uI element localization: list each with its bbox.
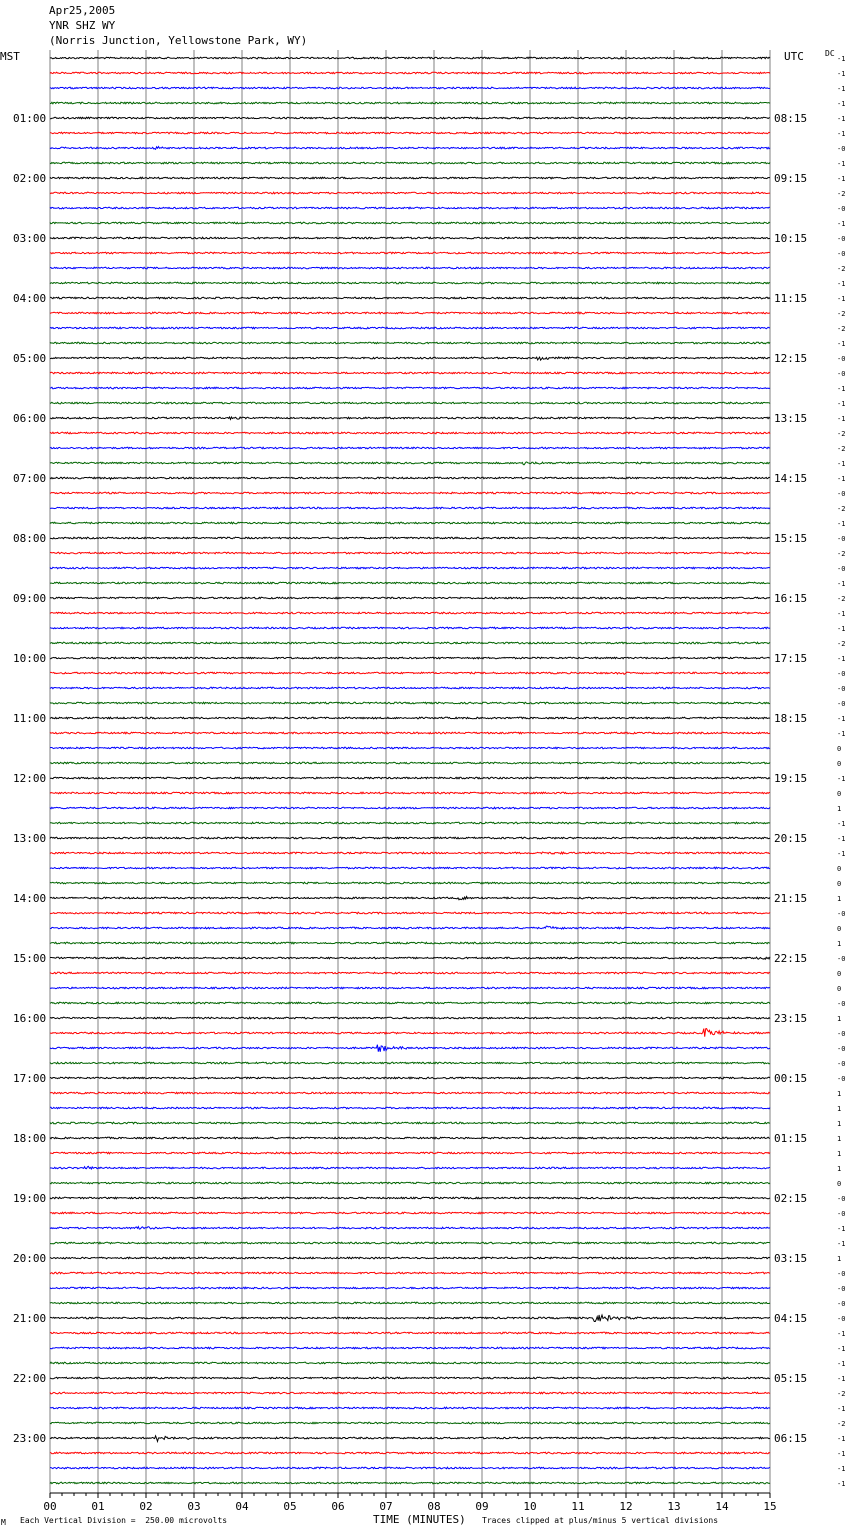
x-tick-label: 08 [427,1500,441,1513]
seismic-trace [50,1166,770,1169]
mst-hour-label: 11:00 [13,712,47,725]
seismic-trace [50,1242,770,1244]
dc-offset-label: 1 [837,940,842,948]
seismic-trace [50,792,770,794]
mst-hour-label: 21:00 [13,1312,47,1325]
seismic-trace [50,1197,770,1199]
dc-offset-label: 0 [837,745,842,753]
utc-axis-label: UTC [784,50,804,63]
seismic-trace [50,717,770,719]
dc-offset-label: -0 [837,1210,846,1218]
seismic-trace [50,897,770,900]
seismic-trace [50,267,770,269]
x-tick-label: 04 [235,1500,249,1513]
utc-hour-label: 10:15 [774,232,808,245]
seismic-trace [50,867,770,869]
mst-hour-label: 04:00 [13,292,47,305]
seismic-trace [50,567,770,569]
dc-offset-label: -1 [837,115,846,123]
seismic-trace [50,1029,770,1037]
seismic-trace [50,1315,770,1322]
dc-offset-label: -2 [837,265,846,273]
seismic-trace [50,1077,770,1079]
mst-hour-label: 13:00 [13,832,47,845]
dc-offset-label: -2 [837,505,846,513]
seismic-trace [50,1212,770,1214]
seismic-trace [50,1407,770,1409]
dc-offset-label: -2 [837,430,846,438]
seismic-trace [50,282,770,284]
utc-hour-label: 00:15 [774,1072,808,1085]
dc-offset-label: -0 [837,535,846,543]
dc-offset-label: -0 [837,1030,846,1038]
seismic-trace [50,1362,770,1364]
seismic-trace [50,372,770,374]
dc-offset-label: -0 [837,355,846,363]
location-label: (Norris Junction, Yellowstone Park, WY) [49,34,308,47]
seismic-trace [50,342,770,344]
dc-offset-label: 0 [837,970,842,978]
seismic-trace [50,207,770,209]
seismic-trace [50,507,770,509]
dc-offset-label: -0 [837,1000,846,1008]
x-tick-label: 10 [523,1500,537,1513]
seismic-trace [50,1092,770,1094]
seismic-trace [50,1332,770,1334]
dc-offset-label: 0 [837,985,842,993]
mst-hour-label: 09:00 [13,592,47,605]
dc-offset-label: -1 [837,460,846,468]
utc-hour-label: 04:15 [774,1312,808,1325]
seismic-trace [50,1062,770,1064]
dc-offset-label: -0 [837,1075,846,1083]
mst-hour-label: 07:00 [13,472,47,485]
seismic-trace [50,102,770,104]
seismic-trace [50,462,770,465]
x-tick-label: 09 [475,1500,489,1513]
mst-hour-label: 23:00 [13,1432,47,1445]
dc-offset-label: -0 [837,910,846,918]
scale-note: Each Vertical Division = 250.00 microvolts [20,1516,228,1525]
utc-hour-label: 06:15 [774,1432,808,1445]
seismic-trace [50,1227,770,1230]
seismic-trace [50,117,770,119]
utc-hour-label: 14:15 [774,472,808,485]
mst-hour-label: 14:00 [13,892,47,905]
dc-offset-label: 0 [837,1180,842,1188]
seismic-trace [50,972,770,974]
dc-label: DC [825,49,835,58]
dc-offset-label: -0 [837,565,846,573]
x-tick-label: 14 [715,1500,729,1513]
mst-axis-label: MST [0,50,20,63]
seismic-trace [50,912,770,914]
seismic-trace [50,942,770,944]
dc-offset-label: -0 [837,1315,846,1323]
dc-offset-label: -1 [837,280,846,288]
dc-offset-label: -1 [837,835,846,843]
seismic-trace [50,1045,770,1052]
mst-hour-label: 15:00 [13,952,47,965]
seismic-trace [50,957,770,960]
seismic-trace [50,642,770,644]
dc-offset-label: -1 [837,1330,846,1338]
seismic-trace [50,1347,770,1349]
utc-hour-label: 11:15 [774,292,808,305]
dc-offset-label: -2 [837,640,846,648]
dc-offset-label: -0 [837,1285,846,1293]
seismic-trace [50,522,770,524]
seismic-trace [50,357,770,360]
x-tick-label: 07 [379,1500,393,1513]
mst-hour-label: 03:00 [13,232,47,245]
seismic-trace [50,417,770,419]
mst-hour-label: 22:00 [13,1372,47,1385]
utc-hour-label: 19:15 [774,772,808,785]
seismic-trace [50,252,770,254]
dc-offset-label: -0 [837,370,846,378]
utc-hour-label: 18:15 [774,712,808,725]
mst-hour-label: 20:00 [13,1252,47,1265]
seismic-trace [50,477,770,479]
utc-hour-label: 08:15 [774,112,808,125]
seismic-trace [50,1452,770,1454]
dc-offset-label: 0 [837,790,842,798]
dc-offset-label: -1 [837,610,846,618]
seismic-trace [50,87,770,89]
seismic-trace [50,1137,770,1139]
seismic-trace [50,537,770,539]
seismic-trace [50,1122,770,1124]
dc-offset-label: -1 [837,655,846,663]
seismic-trace [50,852,770,854]
x-tick-label: 03 [187,1500,201,1513]
mst-hour-label: 06:00 [13,412,47,425]
dc-offset-label: 1 [837,1105,842,1113]
seismic-trace [50,132,770,134]
dc-offset-label: -1 [837,1360,846,1368]
seismic-trace [50,822,770,824]
seismic-trace [50,1377,770,1379]
seismic-trace [50,627,770,629]
seismic-trace [50,672,770,674]
seismic-trace [50,297,770,299]
seismic-trace [50,926,770,929]
seismic-trace [50,1302,770,1304]
seismic-trace [50,147,770,150]
dc-offset-label: 0 [837,880,842,888]
dc-offset-label: -0 [837,670,846,678]
utc-hour-label: 22:15 [774,952,808,965]
seismic-trace [50,837,770,839]
x-tick-label: 00 [43,1500,57,1513]
utc-hour-label: 09:15 [774,172,808,185]
mst-hour-label: 19:00 [13,1192,47,1205]
dc-offset-label: 1 [837,1135,842,1143]
dc-offset-label: -1 [837,100,846,108]
seismic-trace [50,702,770,704]
corner-mark: M [1,1518,6,1527]
utc-hour-label: 15:15 [774,532,808,545]
utc-hour-label: 21:15 [774,892,808,905]
x-tick-label: 12 [619,1500,633,1513]
dc-offset-label: -1 [837,625,846,633]
dc-offset-label: 1 [837,1150,842,1158]
seismic-trace [50,762,770,764]
dc-offset-label: 1 [837,895,842,903]
dc-offset-label: 0 [837,925,842,933]
dc-offset-label: 1 [837,1165,842,1173]
date-label: Apr25,2005 [49,4,116,17]
mst-hour-label: 16:00 [13,1012,47,1025]
utc-hour-label: 01:15 [774,1132,808,1145]
seismic-trace [50,732,770,734]
dc-offset-label: -2 [837,445,846,453]
dc-offset-label: -0 [837,145,846,153]
dc-offset-label: -2 [837,190,846,198]
x-tick-label: 01 [91,1500,105,1513]
seismic-trace [50,1152,770,1154]
dc-offset-label: -1 [837,1465,846,1473]
seismic-trace [50,72,770,74]
seismic-trace [50,402,770,404]
dc-offset-label: -1 [837,820,846,828]
mst-hour-label: 01:00 [13,112,47,125]
dc-offset-label: -1 [837,130,846,138]
mst-hour-label: 18:00 [13,1132,47,1145]
seismic-trace [50,447,770,449]
dc-offset-label: -0 [837,1300,846,1308]
seismic-trace [50,1287,770,1289]
utc-hour-label: 13:15 [774,412,808,425]
seismic-trace [50,192,770,194]
dc-offset-label: 1 [837,805,842,813]
dc-offset-label: 1 [837,1120,842,1128]
x-tick-label: 05 [283,1500,297,1513]
utc-hour-label: 12:15 [774,352,808,365]
dc-offset-label: -1 [837,1450,846,1458]
seismic-trace [50,1257,770,1259]
dc-offset-label: -1 [837,70,846,78]
dc-offset-label: -0 [837,700,846,708]
seismic-trace [50,552,770,554]
utc-hour-label: 16:15 [774,592,808,605]
dc-offset-label: 0 [837,760,842,768]
dc-offset-label: 1 [837,1255,842,1263]
x-tick-label: 06 [331,1500,345,1513]
dc-offset-label: -0 [837,205,846,213]
x-tick-label: 15 [763,1500,777,1513]
dc-offset-label: -1 [837,175,846,183]
seismic-trace [50,597,770,599]
dc-offset-label: -1 [837,1375,846,1383]
clip-note: Traces clipped at plus/minus 5 vertical divisions [482,1516,719,1525]
seismic-trace [50,1467,770,1469]
seismic-trace [50,1422,770,1424]
seismic-trace [50,582,770,584]
seismic-trace [50,612,770,614]
seismic-trace [50,57,770,59]
mst-hour-label: 10:00 [13,652,47,665]
dc-offset-label: -0 [837,955,846,963]
dc-offset-label: -1 [837,295,846,303]
seismic-trace [50,1436,770,1442]
dc-offset-label: -2 [837,325,846,333]
dc-offset-label: -1 [837,415,846,423]
seismic-trace [50,222,770,224]
seismic-trace [50,1392,770,1394]
dc-offset-label: -1 [837,1345,846,1353]
dc-offset-label: -1 [837,160,846,168]
seismic-trace [50,1002,770,1004]
dc-offset-label: -1 [837,400,846,408]
seismic-trace [50,657,770,659]
dc-offset-label: 1 [837,1090,842,1098]
dc-offset-label: -0 [837,235,846,243]
dc-offset-label: -0 [837,250,846,258]
seismic-trace [50,987,770,989]
seismic-trace [50,327,770,329]
dc-offset-label: -2 [837,1390,846,1398]
seismic-trace [50,312,770,314]
dc-offset-label: -1 [837,1480,846,1488]
utc-hour-label: 05:15 [774,1372,808,1385]
seismic-trace [50,882,770,884]
dc-offset-label: -1 [837,580,846,588]
dc-offset-label: -1 [837,55,846,63]
seismic-trace [50,777,770,779]
x-tick-label: 13 [667,1500,681,1513]
dc-offset-label: -1 [837,1435,846,1443]
utc-hour-label: 23:15 [774,1012,808,1025]
dc-offset-label: -2 [837,1420,846,1428]
dc-offset-label: -1 [837,850,846,858]
dc-offset-label: -1 [837,220,846,228]
dc-offset-label: 1 [837,1015,842,1023]
seismic-trace [50,492,770,494]
dc-offset-label: -1 [837,520,846,528]
dc-offset-label: 0 [837,865,842,873]
utc-hour-label: 02:15 [774,1192,808,1205]
dc-offset-label: -1 [837,475,846,483]
seismic-trace [50,687,770,689]
x-tick-label: 02 [139,1500,153,1513]
seismic-trace [50,807,770,809]
mst-hour-label: 02:00 [13,172,47,185]
mst-hour-label: 05:00 [13,352,47,365]
mst-hour-label: 08:00 [13,532,47,545]
dc-offset-label: -2 [837,310,846,318]
seismic-trace [50,1107,770,1109]
mst-hour-label: 17:00 [13,1072,47,1085]
dc-offset-label: -0 [837,490,846,498]
dc-offset-label: -1 [837,775,846,783]
x-axis-title: TIME (MINUTES) [373,1513,466,1526]
dc-offset-label: -1 [837,385,846,393]
utc-hour-label: 17:15 [774,652,808,665]
dc-offset-label: -1 [837,85,846,93]
seismic-trace [50,1272,770,1274]
dc-offset-label: -0 [837,1195,846,1203]
dc-offset-label: -1 [837,715,846,723]
seismic-trace [50,1017,770,1019]
utc-hour-label: 20:15 [774,832,808,845]
dc-offset-label: -1 [837,340,846,348]
seismic-trace [50,237,770,239]
station-label: YNR SHZ WY [49,19,116,32]
dc-offset-label: -2 [837,550,846,558]
dc-offset-label: -1 [837,1405,846,1413]
seismic-trace [50,1182,770,1184]
dc-offset-label: -0 [837,1060,846,1068]
seismic-trace [50,432,770,434]
utc-hour-label: 03:15 [774,1252,808,1265]
x-tick-label: 11 [571,1500,585,1513]
dc-offset-label: -1 [837,1240,846,1248]
dc-offset-label: -1 [837,1225,846,1233]
seismic-trace [50,1482,770,1484]
dc-offset-label: -1 [837,730,846,738]
seismic-trace [50,162,770,164]
dc-offset-label: -0 [837,1270,846,1278]
dc-offset-label: -0 [837,685,846,693]
mst-hour-label: 12:00 [13,772,47,785]
seismic-trace [50,387,770,389]
dc-offset-label: -2 [837,595,846,603]
seismic-trace [50,177,770,179]
dc-offset-label: -0 [837,1045,846,1053]
seismic-trace [50,747,770,749]
